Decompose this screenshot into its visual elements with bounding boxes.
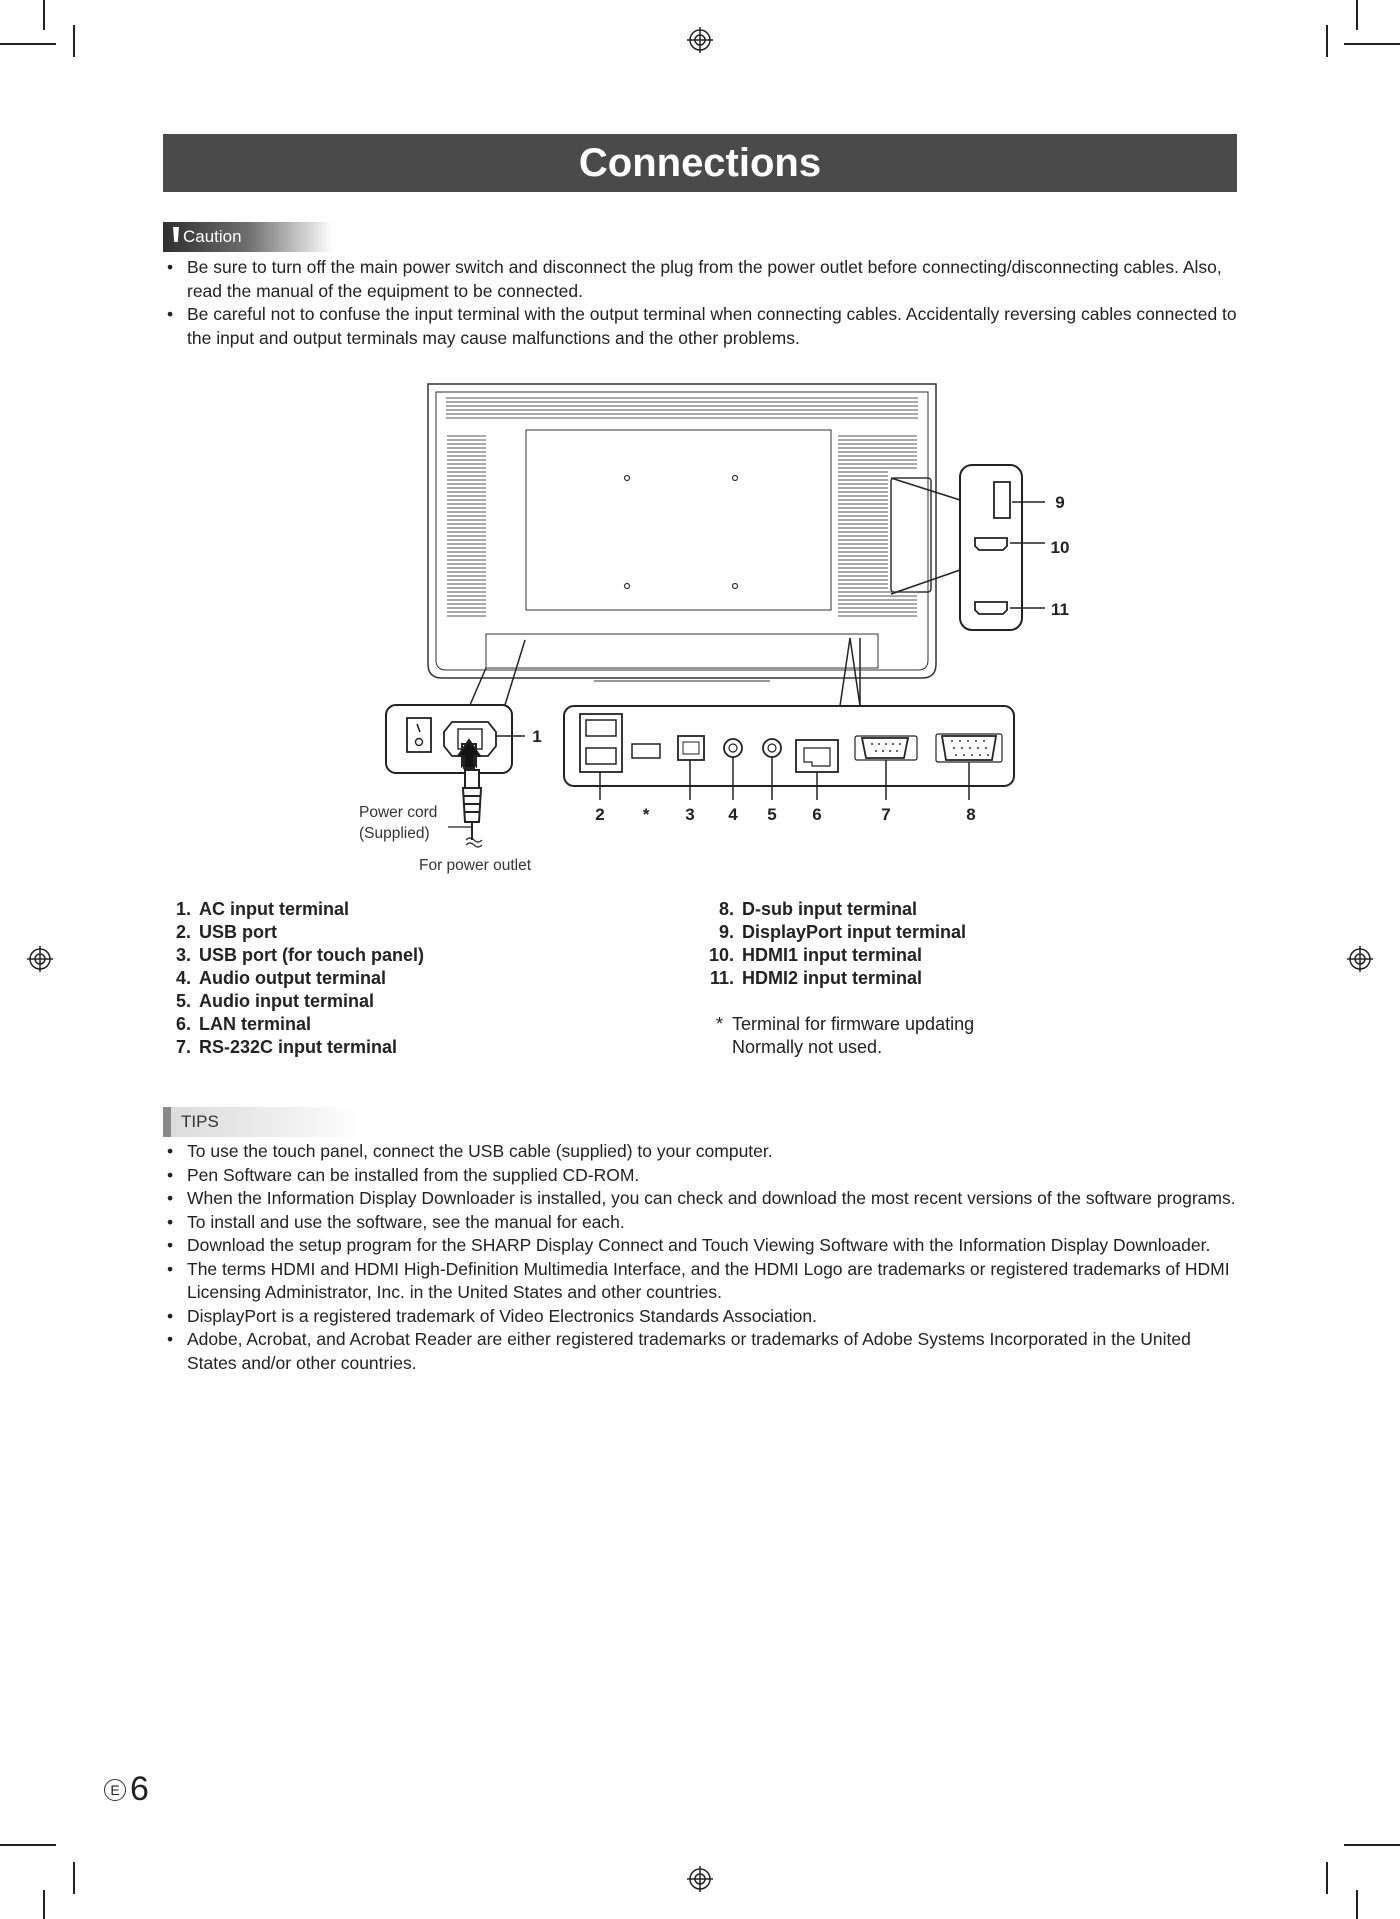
list-item: • Adobe, Acrobat, and Acrobat Reader are either registered trademarks or trademarks of Adobe Systems Incorporated in the United States and/or other countries. [163, 1328, 1243, 1375]
hdmi1-connector-icon [975, 538, 1007, 550]
list-item: 9. DisplayPort input terminal [718, 922, 967, 942]
audio-output-jack-icon [724, 739, 742, 757]
list-item: • To install and use the software, see the manual for each. [163, 1211, 1243, 1235]
list-item: • When the Information Display Downloader is installed, you can check and download the most recent versions of the software programs. [163, 1187, 1243, 1211]
registration-mark-icon [687, 1866, 713, 1892]
power-outlet-label: For power outlet [419, 857, 531, 874]
terminal-list-left [163, 898, 663, 1059]
callout-2: 2 [595, 805, 605, 824]
displayport-connector-icon [994, 482, 1010, 518]
list-item: 1. AC input terminal [175, 899, 350, 919]
callout-3: 3 [685, 805, 695, 824]
list-item: • Be sure to turn off the main power switch and disconnect the plug from the power outlet before connecting/disconnecting cables. Also, read the manual of the equipment to be connected. [163, 256, 1243, 303]
caution-label: Caution [163, 222, 333, 252]
list-item: • Pen Software can be installed from the supplied CD-ROM. [163, 1164, 1243, 1188]
power-switch-icon [407, 718, 431, 752]
list-item: • To use the touch panel, connect the USB cable (supplied) to your computer. [163, 1140, 1243, 1164]
footnote-line1: Terminal for firmware updating [732, 1014, 975, 1034]
callout-9: 9 [1055, 493, 1065, 512]
side-terminal-panel [960, 465, 1022, 630]
list-item: • DisplayPort is a registered trademark of Video Electronics Standards Association. [163, 1305, 1243, 1329]
tips-list [163, 1140, 1243, 1375]
rs232c-port-icon [862, 738, 908, 758]
list-item: • The terms HDMI and HDMI High-Definition Multimedia Interface, and the HDMI Logo are trademarks or registered trademarks of HDMI Licensing Administrator, Inc. in the United States and other countries. [163, 1258, 1243, 1305]
firmware-usb-port-icon [632, 744, 660, 758]
connection-diagram [0, 0, 1400, 900]
page-number-value: 6 [130, 1770, 149, 1808]
callout-4: 4 [728, 805, 738, 824]
hdmi2-connector-icon [975, 602, 1007, 614]
list-item: 11. HDMI2 input terminal [709, 968, 923, 988]
list-item: 4. Audio output terminal [175, 968, 386, 988]
lan-port-icon [796, 740, 838, 772]
power-cord-supplied-label: (Supplied) [359, 825, 430, 842]
audio-input-jack-icon [763, 739, 781, 757]
vents [446, 398, 918, 616]
language-mark: E [104, 1779, 126, 1801]
list-item: • Be careful not to confuse the input terminal with the output terminal when connecting cables. Accidentally reversing cables connected to the input and output terminals may cause malfunctions and the other problems. [163, 303, 1243, 350]
callout-firmware: * [642, 805, 650, 824]
list-item: 6. LAN terminal [175, 1014, 312, 1034]
page-title: Connections [163, 134, 1237, 192]
callout-8: 8 [966, 805, 976, 824]
footnote-line2: Normally not used. [732, 1037, 883, 1057]
terminal-list-right [706, 898, 1206, 990]
callout-10: 10 [1050, 538, 1070, 557]
list-item: 10. HDMI1 input terminal [708, 945, 923, 965]
registration-mark-icon [27, 946, 53, 972]
usb-touch-port-icon [678, 736, 704, 760]
footnote-mark: * [716, 1014, 724, 1034]
list-item: 8. D-sub input terminal [718, 899, 917, 919]
list-item: 5. Audio input terminal [175, 991, 374, 1011]
callout-1: 1 [532, 727, 542, 746]
registration-mark-icon [1347, 946, 1373, 972]
tips-label: TIPS [163, 1107, 361, 1137]
power-cord-label: Power cord [359, 804, 438, 821]
list-item: 3. USB port (for touch panel) [175, 945, 424, 965]
callout-5: 5 [767, 805, 777, 824]
firmware-footnote [716, 1013, 974, 1059]
list-item: 2. USB port [175, 922, 277, 942]
callout-11: 11 [1051, 600, 1069, 619]
list-item: • Download the setup program for the SHARP Display Connect and Touch Viewing Software with the Information Display Downloader. [163, 1234, 1243, 1258]
callout-7: 7 [881, 805, 891, 824]
list-item: 7. RS-232C input terminal [175, 1037, 398, 1057]
ac-input-panel [386, 705, 512, 773]
page-number [104, 1770, 149, 1809]
callout-6: 6 [812, 805, 822, 824]
